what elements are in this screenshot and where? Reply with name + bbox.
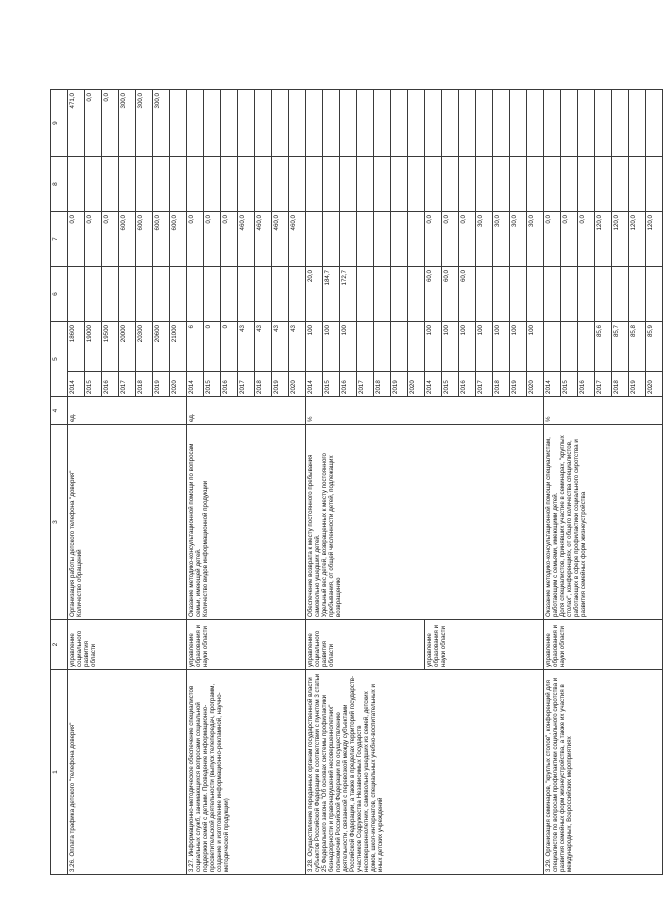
table-cell — [476, 267, 493, 322]
table-cell — [595, 90, 612, 157]
table-cell: 2014 — [187, 372, 204, 397]
table-cell — [408, 212, 425, 267]
table-cell — [187, 267, 204, 322]
table-cell: 2014 — [544, 372, 561, 397]
table-cell: 600,0 — [136, 212, 153, 267]
table-cell — [612, 90, 629, 157]
table-cell: 0 — [221, 322, 238, 372]
table-cell — [272, 157, 289, 212]
table-cell: 0,0 — [561, 212, 578, 267]
table-cell: 0,0 — [85, 212, 102, 267]
table-cell: 100 — [323, 322, 340, 372]
table-cell: 85,7 — [612, 322, 629, 372]
table-cell: 2015 — [442, 372, 459, 397]
table-cell — [561, 322, 578, 372]
table-cell — [493, 157, 510, 212]
table-cell: 2020 — [527, 372, 544, 397]
table-cell: 2016 — [221, 372, 238, 397]
table-cell: 2020 — [170, 372, 187, 397]
table-row — [306, 30, 323, 875]
table-cell: 100 — [476, 322, 493, 372]
table-cell — [391, 157, 408, 212]
table-cell: 20000 — [119, 322, 136, 372]
table-cell — [170, 157, 187, 212]
table-cell: 43 — [289, 322, 306, 372]
table-cell — [408, 157, 425, 212]
table-cell: 120,0 — [612, 212, 629, 267]
table-cell: 3.26. Оплата трафика детского "телефона доверия" — [68, 670, 187, 875]
table-cell — [323, 212, 340, 267]
table-cell: 2018 — [374, 372, 391, 397]
table-cell — [408, 322, 425, 372]
table-cell: 0,0 — [102, 212, 119, 267]
table-cell: 2015 — [561, 372, 578, 397]
table-cell — [323, 90, 340, 157]
table-cell — [289, 267, 306, 322]
table-cell — [374, 212, 391, 267]
table-cell — [170, 267, 187, 322]
table-cell: 2016 — [102, 372, 119, 397]
table-row — [187, 30, 204, 875]
table-cell — [221, 267, 238, 322]
table-cell — [85, 267, 102, 322]
table-cell — [391, 212, 408, 267]
table-cell — [527, 90, 544, 157]
table-cell: Оказание методико-консультационной помощи специалистам, работающим с семьями, имеющими детей. Доля специалистов, принявших участие в семинарах, "круглых столах", конференциях, от общего количества специалистов, работающих в сфере профилактики социального сиротства и развития семейных форм жизнеустройства — [544, 425, 663, 620]
table-cell: % — [544, 397, 663, 425]
table-cell: 300,0 — [136, 90, 153, 157]
table-cell: 100 — [527, 322, 544, 372]
table-cell — [272, 267, 289, 322]
table-cell: 0,0 — [204, 212, 221, 267]
table-cell — [425, 90, 442, 157]
table-cell: 100 — [425, 322, 442, 372]
table-cell: 0,0 — [578, 212, 595, 267]
table-cell: 2019 — [153, 372, 170, 397]
table-cell: 85,6 — [595, 322, 612, 372]
table-cell: 20300 — [136, 322, 153, 372]
header-row — [51, 30, 68, 875]
table-cell — [578, 267, 595, 322]
table-cell: 0,0 — [102, 90, 119, 157]
table-cell — [357, 157, 374, 212]
table-cell: 100 — [340, 322, 357, 372]
table-cell — [340, 90, 357, 157]
header-cell: 6 — [51, 267, 68, 322]
table-cell: 100 — [442, 322, 459, 372]
table-cell: 30,0 — [510, 212, 527, 267]
table-cell — [459, 157, 476, 212]
table-cell: 2017 — [357, 372, 374, 397]
table-cell: 0,0 — [221, 212, 238, 267]
table-cell: 30,0 — [493, 212, 510, 267]
table-cell: 3.28. Осуществление переданных органам государственной власти субъектов Российской Федерации в соответствии с пунктом 3 статьи 25 Федерального закона "Об основах системы профилактики безнадзорности и правонарушений несовершеннолетних" полномочий Российской Федерации по осуществлению деятельности, связанной с перевозкой между субъектами Российской Федерации, а также в пределах территорий государств-участников Содружества Независимых Государств несовершеннолетних, самовольно ушедших из семей, детских домов, школ-интернатов, специальных учебно-воспитательных и иных детских учреждений — [306, 670, 544, 875]
table-cell: 100 — [306, 322, 323, 372]
table-row — [68, 30, 85, 875]
table-cell: 2020 — [646, 372, 663, 397]
table-cell: 100 — [459, 322, 476, 372]
table-cell — [374, 322, 391, 372]
table-cell — [85, 157, 102, 212]
table-cell: Организация работы детского телефона "доверия" Количество обращений — [68, 425, 187, 620]
table-cell — [221, 90, 238, 157]
table-cell: 184,7 — [323, 267, 340, 322]
table-cell: 2017 — [595, 372, 612, 397]
table-cell: 43 — [272, 322, 289, 372]
table-cell — [238, 267, 255, 322]
table-cell — [187, 90, 204, 157]
table-cell — [442, 90, 459, 157]
table-cell: 2017 — [238, 372, 255, 397]
table-cell — [544, 90, 561, 157]
table-cell — [289, 157, 306, 212]
table-cell — [255, 157, 272, 212]
table-cell: 2019 — [510, 372, 527, 397]
table-cell — [578, 322, 595, 372]
table-cell — [544, 267, 561, 322]
table-cell: 6 — [187, 322, 204, 372]
table-cell: ед. — [187, 397, 306, 425]
table-cell — [629, 267, 646, 322]
table-cell: 120,0 — [595, 212, 612, 267]
table-cell: 120,0 — [629, 212, 646, 267]
table-cell — [510, 157, 527, 212]
table-cell: 300,0 — [119, 90, 136, 157]
table-cell — [578, 157, 595, 212]
table-cell: 85,8 — [629, 322, 646, 372]
table-cell: 60,0 — [425, 267, 442, 322]
table-cell — [442, 157, 459, 212]
table-cell: 20600 — [153, 322, 170, 372]
table-cell — [612, 157, 629, 212]
table-cell — [187, 157, 204, 212]
header-cell: 2 — [51, 620, 68, 670]
header-cell: 7 — [51, 212, 68, 267]
table-cell — [374, 267, 391, 322]
table-cell — [544, 157, 561, 212]
table-cell — [510, 90, 527, 157]
table-cell: 2016 — [340, 372, 357, 397]
table-cell — [561, 157, 578, 212]
table-cell — [306, 157, 323, 212]
program-table — [50, 29, 663, 875]
table-cell: 3.29. Организация семинаров, "круглых столов", конференций для специалистов по вопросам профилактики социального сиротства и развития семейных форм жизнеустройства, а также их участия в международных, Всероссийских мероприятиях — [544, 670, 663, 875]
table-cell — [306, 212, 323, 267]
table-cell — [102, 267, 119, 322]
table-cell: 0,0 — [68, 212, 85, 267]
table-cell — [170, 90, 187, 157]
table-cell: 60,0 — [442, 267, 459, 322]
table-cell — [374, 90, 391, 157]
table-cell — [459, 90, 476, 157]
table-cell — [408, 90, 425, 157]
header-cell: 3 — [51, 425, 68, 620]
table-cell: 460,0 — [289, 212, 306, 267]
table-cell — [646, 90, 663, 157]
table-cell: управление образования и науки области — [425, 620, 544, 670]
rotated-table-container — [50, 30, 654, 875]
table-cell: 2018 — [493, 372, 510, 397]
table-cell: 0,0 — [425, 212, 442, 267]
table-cell: 471,0 — [68, 90, 85, 157]
table-cell: 300,0 — [153, 90, 170, 157]
table-cell: управление образования и науки области — [544, 620, 663, 670]
table-cell: 172,7 — [340, 267, 357, 322]
table-cell: 2016 — [578, 372, 595, 397]
table-cell — [340, 157, 357, 212]
table-cell — [493, 90, 510, 157]
table-cell: управление образования и науки области — [187, 620, 306, 670]
header-cell: 1 — [51, 670, 68, 875]
table-cell: 600,0 — [119, 212, 136, 267]
table-cell — [136, 267, 153, 322]
table-cell: 2018 — [612, 372, 629, 397]
table-cell — [204, 90, 221, 157]
table-cell: 460,0 — [255, 212, 272, 267]
table-cell — [357, 322, 374, 372]
table-cell: 3.27. Информационно-методическое обеспечение специалистов социальных служб, занимающихся вопросами социальной поддержки семей с детьми. Проведение информационно-просветительской деятельности (выпуск телепередач, программ, создание и изготовление информационно-рекламной, научно-методической продукции) — [187, 670, 306, 875]
table-cell: 600,0 — [153, 212, 170, 267]
header-cell: 9 — [51, 90, 68, 157]
table-cell — [527, 267, 544, 322]
table-cell — [136, 157, 153, 212]
table-cell: 2019 — [629, 372, 646, 397]
table-cell: 30,0 — [527, 212, 544, 267]
table-cell: 43 — [238, 322, 255, 372]
table-cell: 120,0 — [646, 212, 663, 267]
table-cell — [255, 267, 272, 322]
table-cell: 2019 — [272, 372, 289, 397]
table-cell — [425, 157, 442, 212]
table-cell: 2015 — [323, 372, 340, 397]
table-cell: 2014 — [306, 372, 323, 397]
table-cell — [68, 157, 85, 212]
header-cell: 4 — [51, 397, 68, 425]
table-cell: управление социального развития области — [68, 620, 187, 670]
table-cell — [561, 90, 578, 157]
table-cell — [119, 267, 136, 322]
table-cell — [204, 267, 221, 322]
table-cell: 60,0 — [459, 267, 476, 322]
table-cell: 2020 — [289, 372, 306, 397]
table-cell: 2019 — [391, 372, 408, 397]
table-cell: 20,0 — [306, 267, 323, 322]
table-cell: 19500 — [102, 322, 119, 372]
table-row — [544, 30, 561, 875]
table-cell — [68, 267, 85, 322]
table-cell: 2018 — [255, 372, 272, 397]
table-cell: 2016 — [459, 372, 476, 397]
table-cell: 0,0 — [459, 212, 476, 267]
table-cell: 2014 — [425, 372, 442, 397]
table-cell: 2020 — [408, 372, 425, 397]
table-cell — [527, 157, 544, 212]
table-cell: ед. — [68, 397, 187, 425]
table-cell: 0,0 — [544, 212, 561, 267]
table-cell: 2014 — [68, 372, 85, 397]
table-cell — [476, 157, 493, 212]
table-cell — [204, 157, 221, 212]
table-cell — [153, 267, 170, 322]
table-cell: 0,0 — [187, 212, 204, 267]
header-cell: 8 — [51, 157, 68, 212]
table-cell: управление социального развития области — [306, 620, 425, 670]
table-cell — [119, 157, 136, 212]
table-cell: 43 — [255, 322, 272, 372]
table-cell — [221, 157, 238, 212]
table-cell: 100 — [493, 322, 510, 372]
table-cell — [476, 90, 493, 157]
table-cell: 0 — [204, 322, 221, 372]
table-cell: 2017 — [476, 372, 493, 397]
table-cell: Оказание методико-консультационной помощи по вопросам семьи, имеющей детей. Количество видов информационной продукции — [187, 425, 306, 620]
table-cell — [102, 157, 119, 212]
table-cell — [544, 322, 561, 372]
table-cell — [595, 157, 612, 212]
table-cell: 30,0 — [476, 212, 493, 267]
table-cell — [153, 157, 170, 212]
table-cell — [306, 90, 323, 157]
table-cell — [391, 322, 408, 372]
table-cell: % — [306, 397, 544, 425]
table-cell — [391, 90, 408, 157]
table-cell — [255, 90, 272, 157]
table-cell: 85,9 — [646, 322, 663, 372]
table-cell: 0,0 — [442, 212, 459, 267]
table-cell: 2017 — [119, 372, 136, 397]
table-cell — [323, 157, 340, 212]
table-cell — [595, 267, 612, 322]
table-cell — [578, 90, 595, 157]
table-cell: 18600 — [68, 322, 85, 372]
table-cell: 2015 — [85, 372, 102, 397]
table-cell — [629, 157, 646, 212]
header-cell: 5 — [51, 322, 68, 397]
table-cell — [357, 90, 374, 157]
table-cell — [646, 157, 663, 212]
table-cell: 21000 — [170, 322, 187, 372]
table-cell: 600,0 — [170, 212, 187, 267]
table-cell: 460,0 — [272, 212, 289, 267]
table-body — [51, 30, 663, 875]
table-cell — [374, 157, 391, 212]
table-cell: 100 — [510, 322, 527, 372]
table-cell: Обеспечение возврата к месту постоянного пребывания самовольно ушедших детей. Удельный вес детей, возвращенных к месту постоянного пребывания, от общей численности детей, подлежащих возвращению — [306, 425, 544, 620]
table-cell — [391, 267, 408, 322]
table-cell — [612, 267, 629, 322]
table-cell — [272, 90, 289, 157]
table-cell: 2018 — [136, 372, 153, 397]
table-cell — [493, 267, 510, 322]
table-cell: 2015 — [204, 372, 221, 397]
table-cell — [561, 267, 578, 322]
table-cell — [408, 267, 425, 322]
table-cell — [510, 267, 527, 322]
table-cell — [646, 267, 663, 322]
table-cell — [340, 212, 357, 267]
table-cell: 0,0 — [85, 90, 102, 157]
table-cell — [357, 267, 374, 322]
table-cell — [238, 157, 255, 212]
table-cell — [629, 90, 646, 157]
table-cell: 460,0 — [238, 212, 255, 267]
table-cell: 19000 — [85, 322, 102, 372]
table-cell — [289, 90, 306, 157]
table-cell — [238, 90, 255, 157]
table-cell — [357, 212, 374, 267]
